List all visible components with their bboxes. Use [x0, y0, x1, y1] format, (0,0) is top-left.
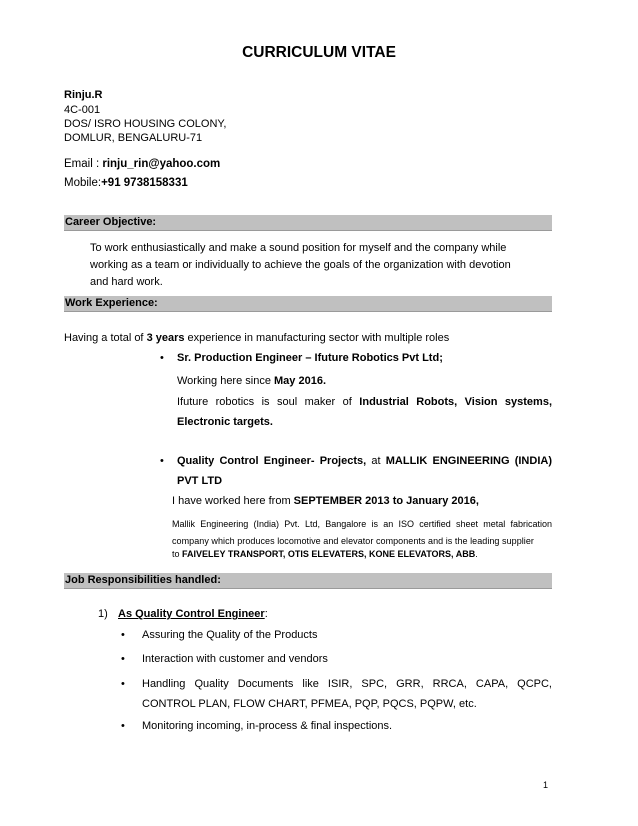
responsibilities-heading: Job Responsibilities handled: [65, 574, 221, 586]
mobile-value: +91 9738158331 [101, 177, 188, 189]
job2-desc-line3: to FAIVELEY TRANSPORT, OTIS ELEVATERS, KONE ELEVATORS, ABB. [172, 549, 478, 559]
job1-desc-line1: Ifuture robotics is soul maker of Industrial Robots, Vision systems, [177, 396, 552, 408]
job1-since: Working here since May 2016. [177, 375, 326, 387]
mobile-label: Mobile: [64, 177, 102, 189]
resp-bullet-1: • [121, 629, 125, 641]
job2-desc-line2: company which produces locomotive and elevator components and is the leading supplier [172, 536, 534, 546]
career-line-2: working as a team or individually to achieve the goals of the organization with devotion [90, 259, 511, 271]
address-line-3: DOMLUR, BENGALURU-71 [64, 132, 203, 144]
resp-item-1: Assuring the Quality of the Products [142, 629, 318, 641]
work-experience-heading-bar [64, 296, 552, 312]
job2-period: I have worked here from SEPTEMBER 2013 to January 2016, [172, 495, 479, 507]
resp-bullet-2: • [121, 653, 125, 665]
document-title: CURRICULUM VITAE [242, 44, 396, 61]
email-value[interactable]: rinju_rin@yahoo.com [102, 158, 221, 170]
resp-item-2: Interaction with customer and vendors [142, 653, 328, 665]
resp-item-3: Handling Quality Documents like ISIR, SPC, GRR, RRCA, CAPA, QCPC, [142, 678, 552, 690]
resp-bullet-3: • [121, 678, 125, 690]
career-objective-heading: Career Objective: [65, 216, 157, 228]
career-line-1: To work enthusiastically and make a sound position for myself and the company while [90, 242, 507, 254]
address-line-1: 4C-001 [64, 104, 101, 116]
job2-desc-line1: Mallik Engineering (India) Pvt. Ltd, Bangalore is an ISO certified sheet metal fabrication [172, 519, 552, 529]
resp-bullet-4: • [121, 720, 125, 732]
career-objective-heading-bar [64, 215, 552, 231]
job2-title-line2: PVT LTD [177, 475, 223, 487]
job1-desc-line2: Electronic targets. [177, 416, 273, 428]
job1-title: Sr. Production Engineer – Ifuture Robotics Pvt Ltd; [177, 352, 443, 364]
email-row [64, 157, 220, 171]
role-heading: As Quality Control Engineer: [118, 608, 268, 620]
resp-item-3-line2: CONTROL PLAN, FLOW CHART, PFMEA, PQP, PQCS, PQPW, etc. [142, 698, 477, 710]
work-summary: Having a total of 3 years experience in manufacturing sector with multiple roles [64, 332, 450, 344]
address-line-2: DOS/ ISRO HOUSING COLONY, [64, 118, 227, 130]
job2-title: Quality Control Engineer- Projects, at MALLIK ENGINEERING (INDIA) [177, 455, 552, 467]
resp-item-4: Monitoring incoming, in-process & final inspections. [142, 720, 393, 732]
role-number: 1) [98, 608, 108, 620]
role-title: As Quality Control Engineer [118, 608, 265, 620]
email-label: Email : [64, 158, 103, 170]
career-line-3: and hard work. [90, 276, 163, 288]
mobile-row [64, 176, 188, 190]
responsibilities-heading-bar [64, 573, 552, 589]
candidate-name: Rinju.R [64, 89, 103, 101]
job1-bullet: • [160, 352, 164, 364]
work-experience-heading: Work Experience: [65, 297, 158, 309]
page-number: 1 [543, 780, 549, 790]
job2-bullet: • [160, 455, 164, 467]
